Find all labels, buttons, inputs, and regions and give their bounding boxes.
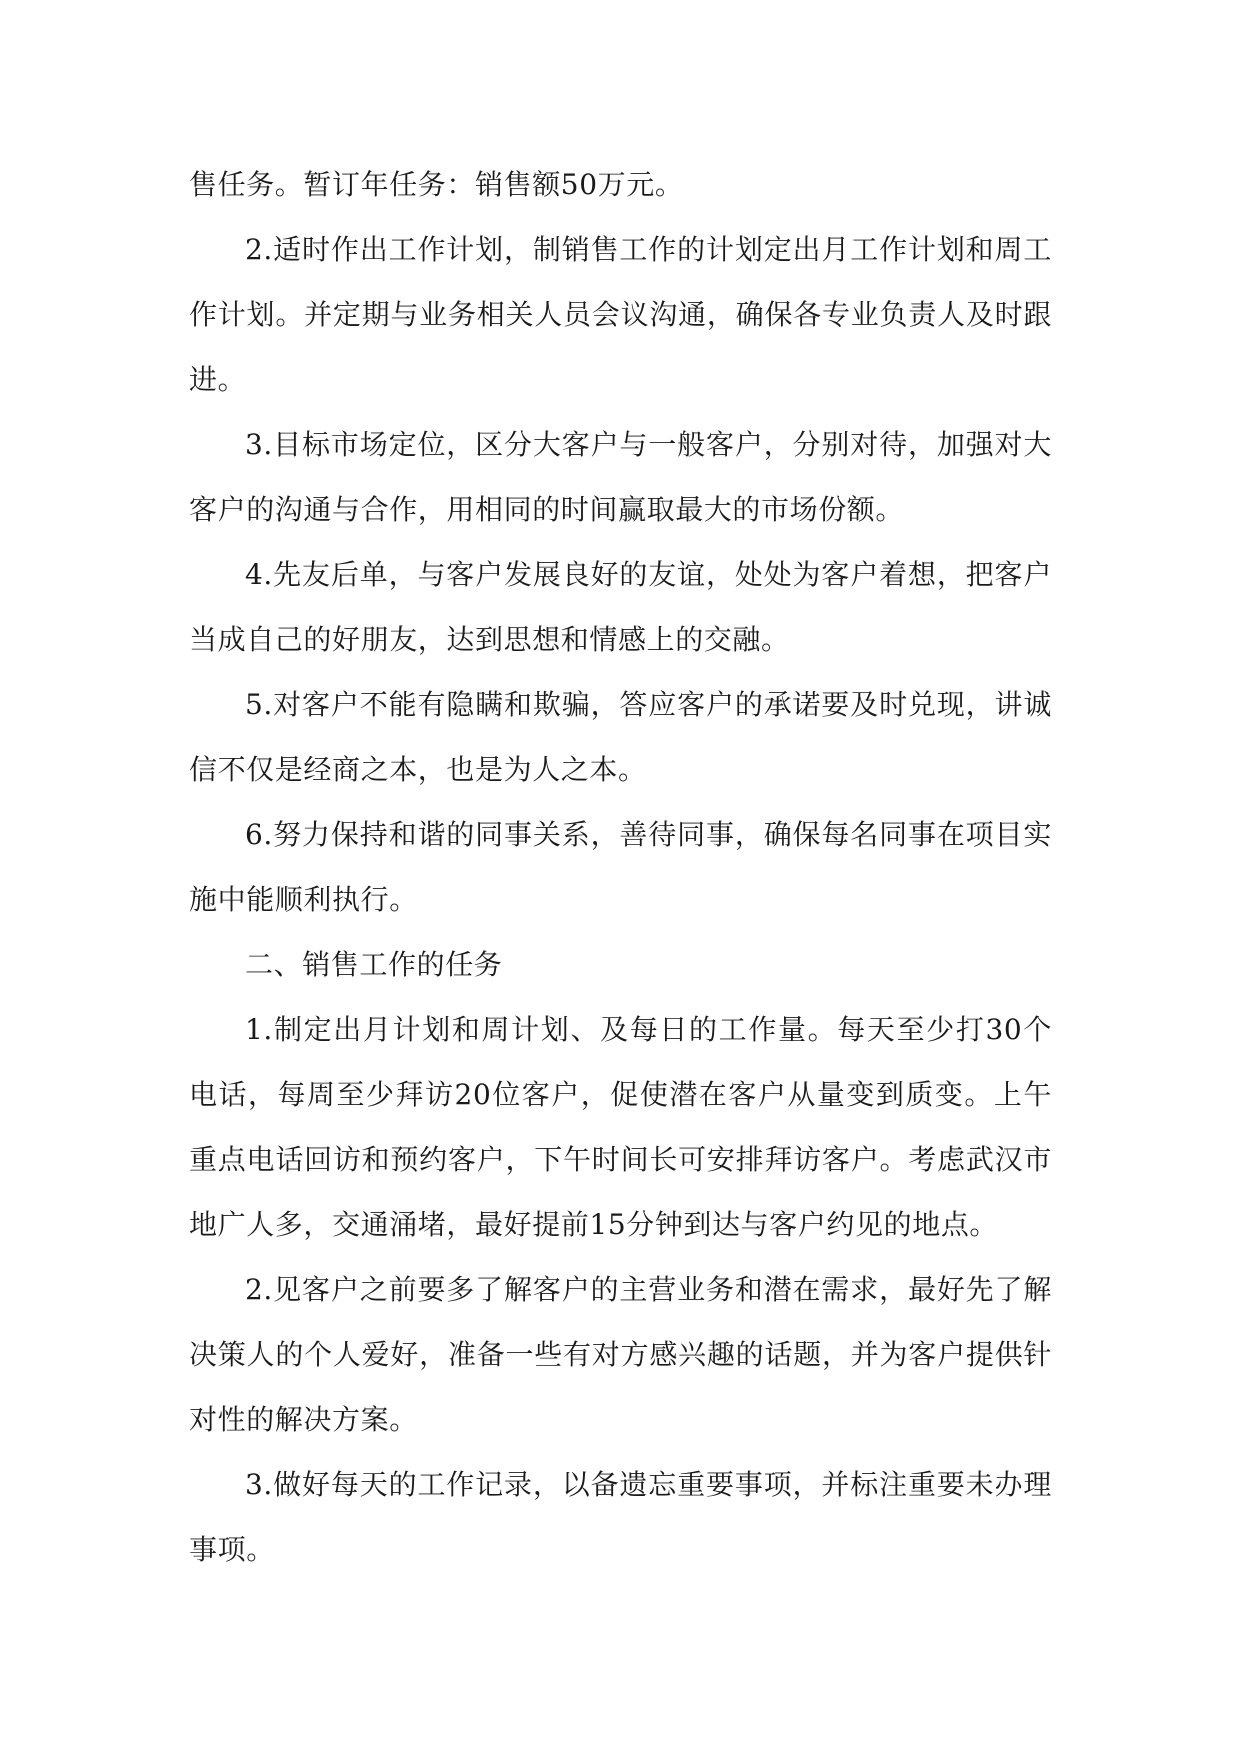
section-heading-sales-tasks: 二、销售工作的任务 (245, 948, 503, 981)
paragraph-task-1-plans: 1.制定出月计划和周计划、及每日的工作量。每天至少打30个电话，每周至少拜访20位客户，促使潜在客户从量变到质变。上午重点电话回访和预约客户，下午时间长可安排拜访客户。考虑武汉市地广人多，交通涌堵，最好提前15分钟到达与客户约见的地点。 (189, 1013, 1052, 1241)
paragraph-item-6-colleague-relations: 6.努力保持和谐的同事关系，善待同事，确保每名同事在项目实施中能顺利执行。 (189, 818, 1052, 916)
paragraph-task-3-work-records: 3.做好每天的工作记录，以备遗忘重要事项，并标注重要未办理事项。 (189, 1468, 1052, 1566)
paragraph-item-3-market-positioning: 3.目标市场定位，区分大客户与一般客户，分别对待，加强对大客户的沟通与合作，用相同的时间赢取最大的市场份额。 (189, 428, 1052, 526)
paragraph-item-5-integrity: 5.对客户不能有隐瞒和欺骗，答应客户的承诺要及时兑现，讲诚信不仅是经商之本，也是为人之本。 (189, 688, 1052, 786)
paragraph-continued-sales-target: 售任务。暂订年任务：销售额50万元。 (189, 168, 684, 201)
paragraph-task-2-client-research: 2.见客户之前要多了解客户的主营业务和潜在需求，最好先了解决策人的个人爱好，准备一些有对方感兴趣的话题，并为客户提供针对性的解决方案。 (189, 1273, 1052, 1436)
paragraph-item-4-friendship-first: 4.先友后单，与客户发展良好的友谊，处处为客户着想，把客户当成自己的好朋友，达到思想和情感上的交融。 (189, 558, 1052, 656)
document-body (189, 152, 1052, 1582)
paragraph-item-2-work-plan: 2.适时作出工作计划，制销售工作的计划定出月工作计划和周工作计划。并定期与业务相关人员会议沟通，确保各专业负责人及时跟进。 (189, 233, 1052, 396)
